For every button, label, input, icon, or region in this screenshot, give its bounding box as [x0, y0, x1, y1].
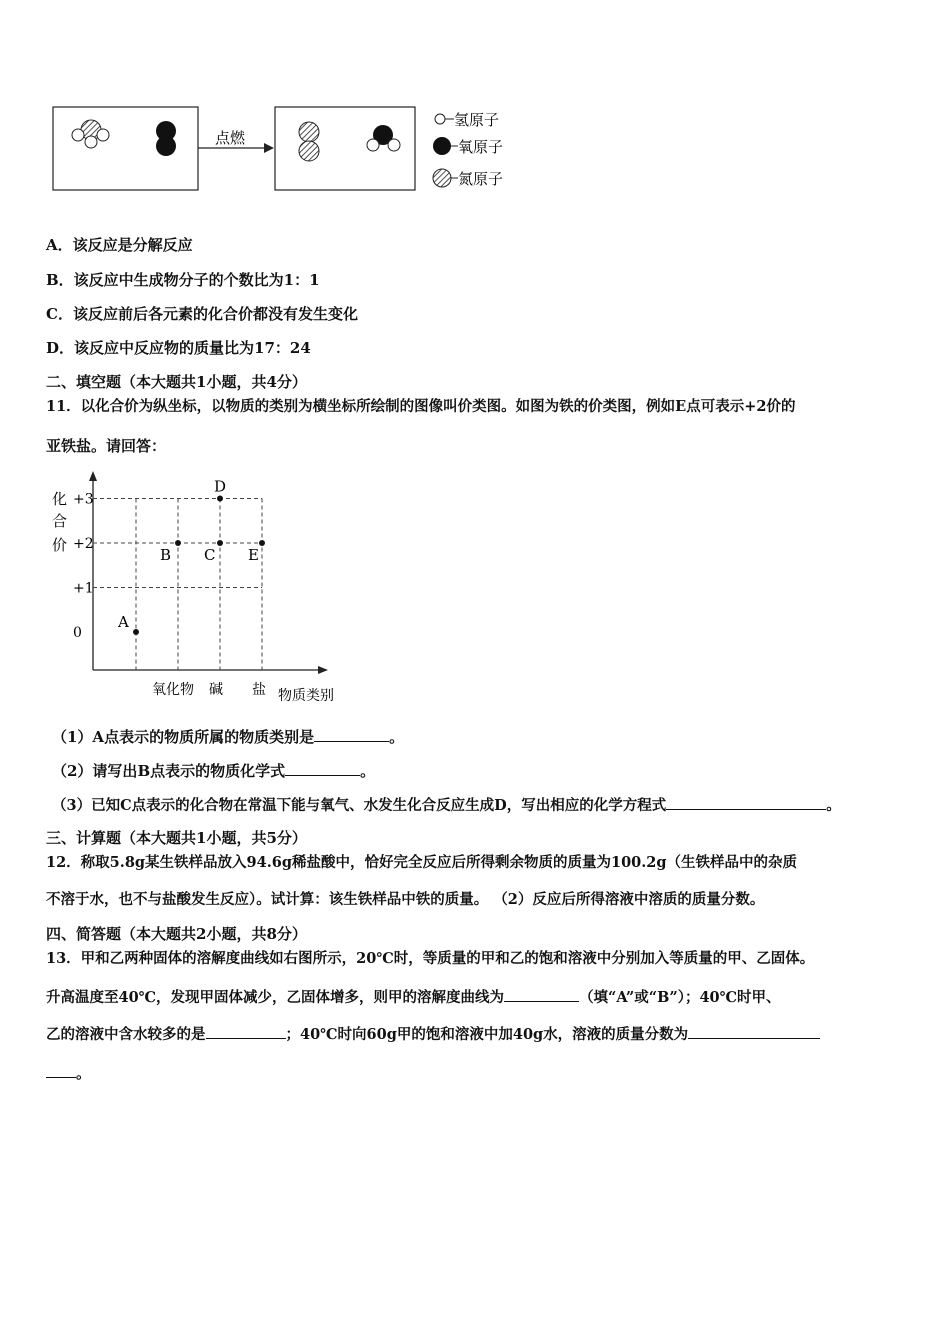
q12-line-2: 不溶于水，也不与盐酸发生反应）。试计算：该生铁样品中铁的质量。 （2）反应后所得溶液中溶质的质量分数。 [46, 891, 765, 908]
data-point-c [217, 540, 223, 546]
legend-label-oxygen: 氧原子 [458, 138, 504, 156]
legend [433, 111, 503, 188]
valence-class-chart [40, 465, 360, 710]
reaction-diagram [40, 95, 540, 205]
answer-blank-4[interactable] [504, 986, 579, 1002]
point-label-a: A [118, 613, 129, 631]
x-tick-label: 碱 [209, 682, 223, 698]
option-d: D．该反应中反应物的质量比为17：24 [46, 339, 311, 357]
q11-sub-3-text: （3）已知C点表示的化合物在常温下能与氧气、水发生化合反应生成D，写出相应的化学方程式 [52, 797, 667, 814]
x-tick-label: 氧化物 [152, 682, 194, 698]
section-heading-calculation: 三、计算题（本大题共1小题，共5分） [46, 829, 307, 847]
q11-sub-2-text: （2）请写出B点表示的物质化学式 [52, 762, 286, 780]
point-label-b: B [160, 546, 172, 564]
nitrogen-atom-icon [433, 169, 451, 187]
x-axis-label: 物质类别 [278, 688, 334, 704]
option-a: A．该反应是分解反应 [46, 236, 193, 254]
oxygen-atom-icon [433, 137, 451, 155]
answer-blank-2[interactable] [285, 760, 360, 776]
section-heading-short-answer: 四、简答题（本大题共2小题，共8分） [46, 925, 307, 943]
q11-sub-1-text: （1）A点表示的物质所属的物质类别是 [52, 728, 315, 746]
section-heading-fill-in: 二、填空题（本大题共1小题，共4分） [46, 373, 307, 391]
q11-line-2: 亚铁盐。请回答： [46, 437, 167, 455]
reactants-box [53, 107, 198, 190]
y-tick-label: 0 [73, 625, 82, 641]
q11-sub-1: （1）A点表示的物质所属的物质类别是 。 [52, 728, 405, 746]
y-axis-label-char: 价 [52, 536, 68, 554]
legend-label-nitrogen: 氮原子 [458, 170, 504, 188]
q11-line-1: 11．以化合价为纵坐标，以物质的类别为横坐标所绘制的图像叫价类图。如图为铁的价类图，例如E点可表示+2价的 [46, 398, 796, 415]
y-axis-label-char: 化 [52, 490, 68, 508]
answer-blank-3[interactable] [666, 794, 826, 810]
x-axis-arrow-icon [318, 666, 328, 674]
y-axis-label-char: 合 [52, 512, 68, 530]
arrow-head-icon [264, 143, 274, 153]
data-point-a [133, 629, 139, 635]
legend-label-hydrogen: 氢原子 [454, 111, 500, 129]
answer-blank-6[interactable] [688, 1023, 820, 1039]
y-tick-label: +2 [73, 536, 94, 552]
option-c: C．该反应前后各元素的化合价都没有发生变化 [46, 305, 358, 323]
answer-blank-1[interactable] [314, 726, 389, 742]
ammonia-molecule-icon [72, 120, 109, 148]
point-label-e: E [248, 546, 259, 564]
data-point-d [217, 496, 223, 502]
option-b: B．该反应中生成物分子的个数比为1：1 [46, 271, 320, 289]
q13-line-3: 乙的溶液中含水较多的是 ；40℃时向60g甲的饱和溶液中加40g水，溶液的质量分数为 [46, 1023, 820, 1045]
arrow-label: 点燃 [215, 129, 246, 147]
nitrogen-molecule-icon [299, 122, 319, 161]
y-tick-label: +1 [73, 580, 94, 597]
answer-blank-6-continued[interactable] [46, 1062, 76, 1078]
x-tick-label: 盐 [252, 682, 266, 698]
q12-line-1: 12．称取5.8g某生铁样品放入94.6g稀盐酸中，恰好完全反应后所得剩余物质的质量为100.2g（生铁样品中的杂质 [46, 854, 798, 871]
q13-line-1: 13．甲和乙两种固体的溶解度曲线如右图所示，20℃时，等质量的甲和乙的饱和溶液中分别加入等质量的甲、乙固体。 [46, 950, 815, 967]
oxygen-molecule-icon [156, 121, 176, 156]
water-molecule-icon [367, 125, 400, 151]
answer-blank-5[interactable] [206, 1023, 286, 1039]
data-point-e [259, 540, 265, 546]
data-point-b [175, 540, 181, 546]
point-label-c: C [204, 546, 216, 564]
y-axis-arrow-icon [89, 471, 97, 481]
q13-line-2: 升高温度至40℃，发现甲固体减少，乙固体增多，则甲的溶解度曲线为 （填“A”或“B”）；40℃时甲、 [46, 986, 781, 1008]
q11-sub-3: （3）已知C点表示的化合物在常温下能与氧气、水发生化合反应生成D，写出相应的化学方程式 。 [52, 794, 841, 816]
y-tick-label: +3 [73, 491, 94, 508]
hydrogen-atom-icon [435, 114, 445, 124]
point-label-d: D [214, 477, 227, 496]
q13-line-4: 。 [46, 1062, 91, 1083]
q11-sub-2: （2）请写出B点表示的物质化学式 。 [52, 762, 376, 780]
